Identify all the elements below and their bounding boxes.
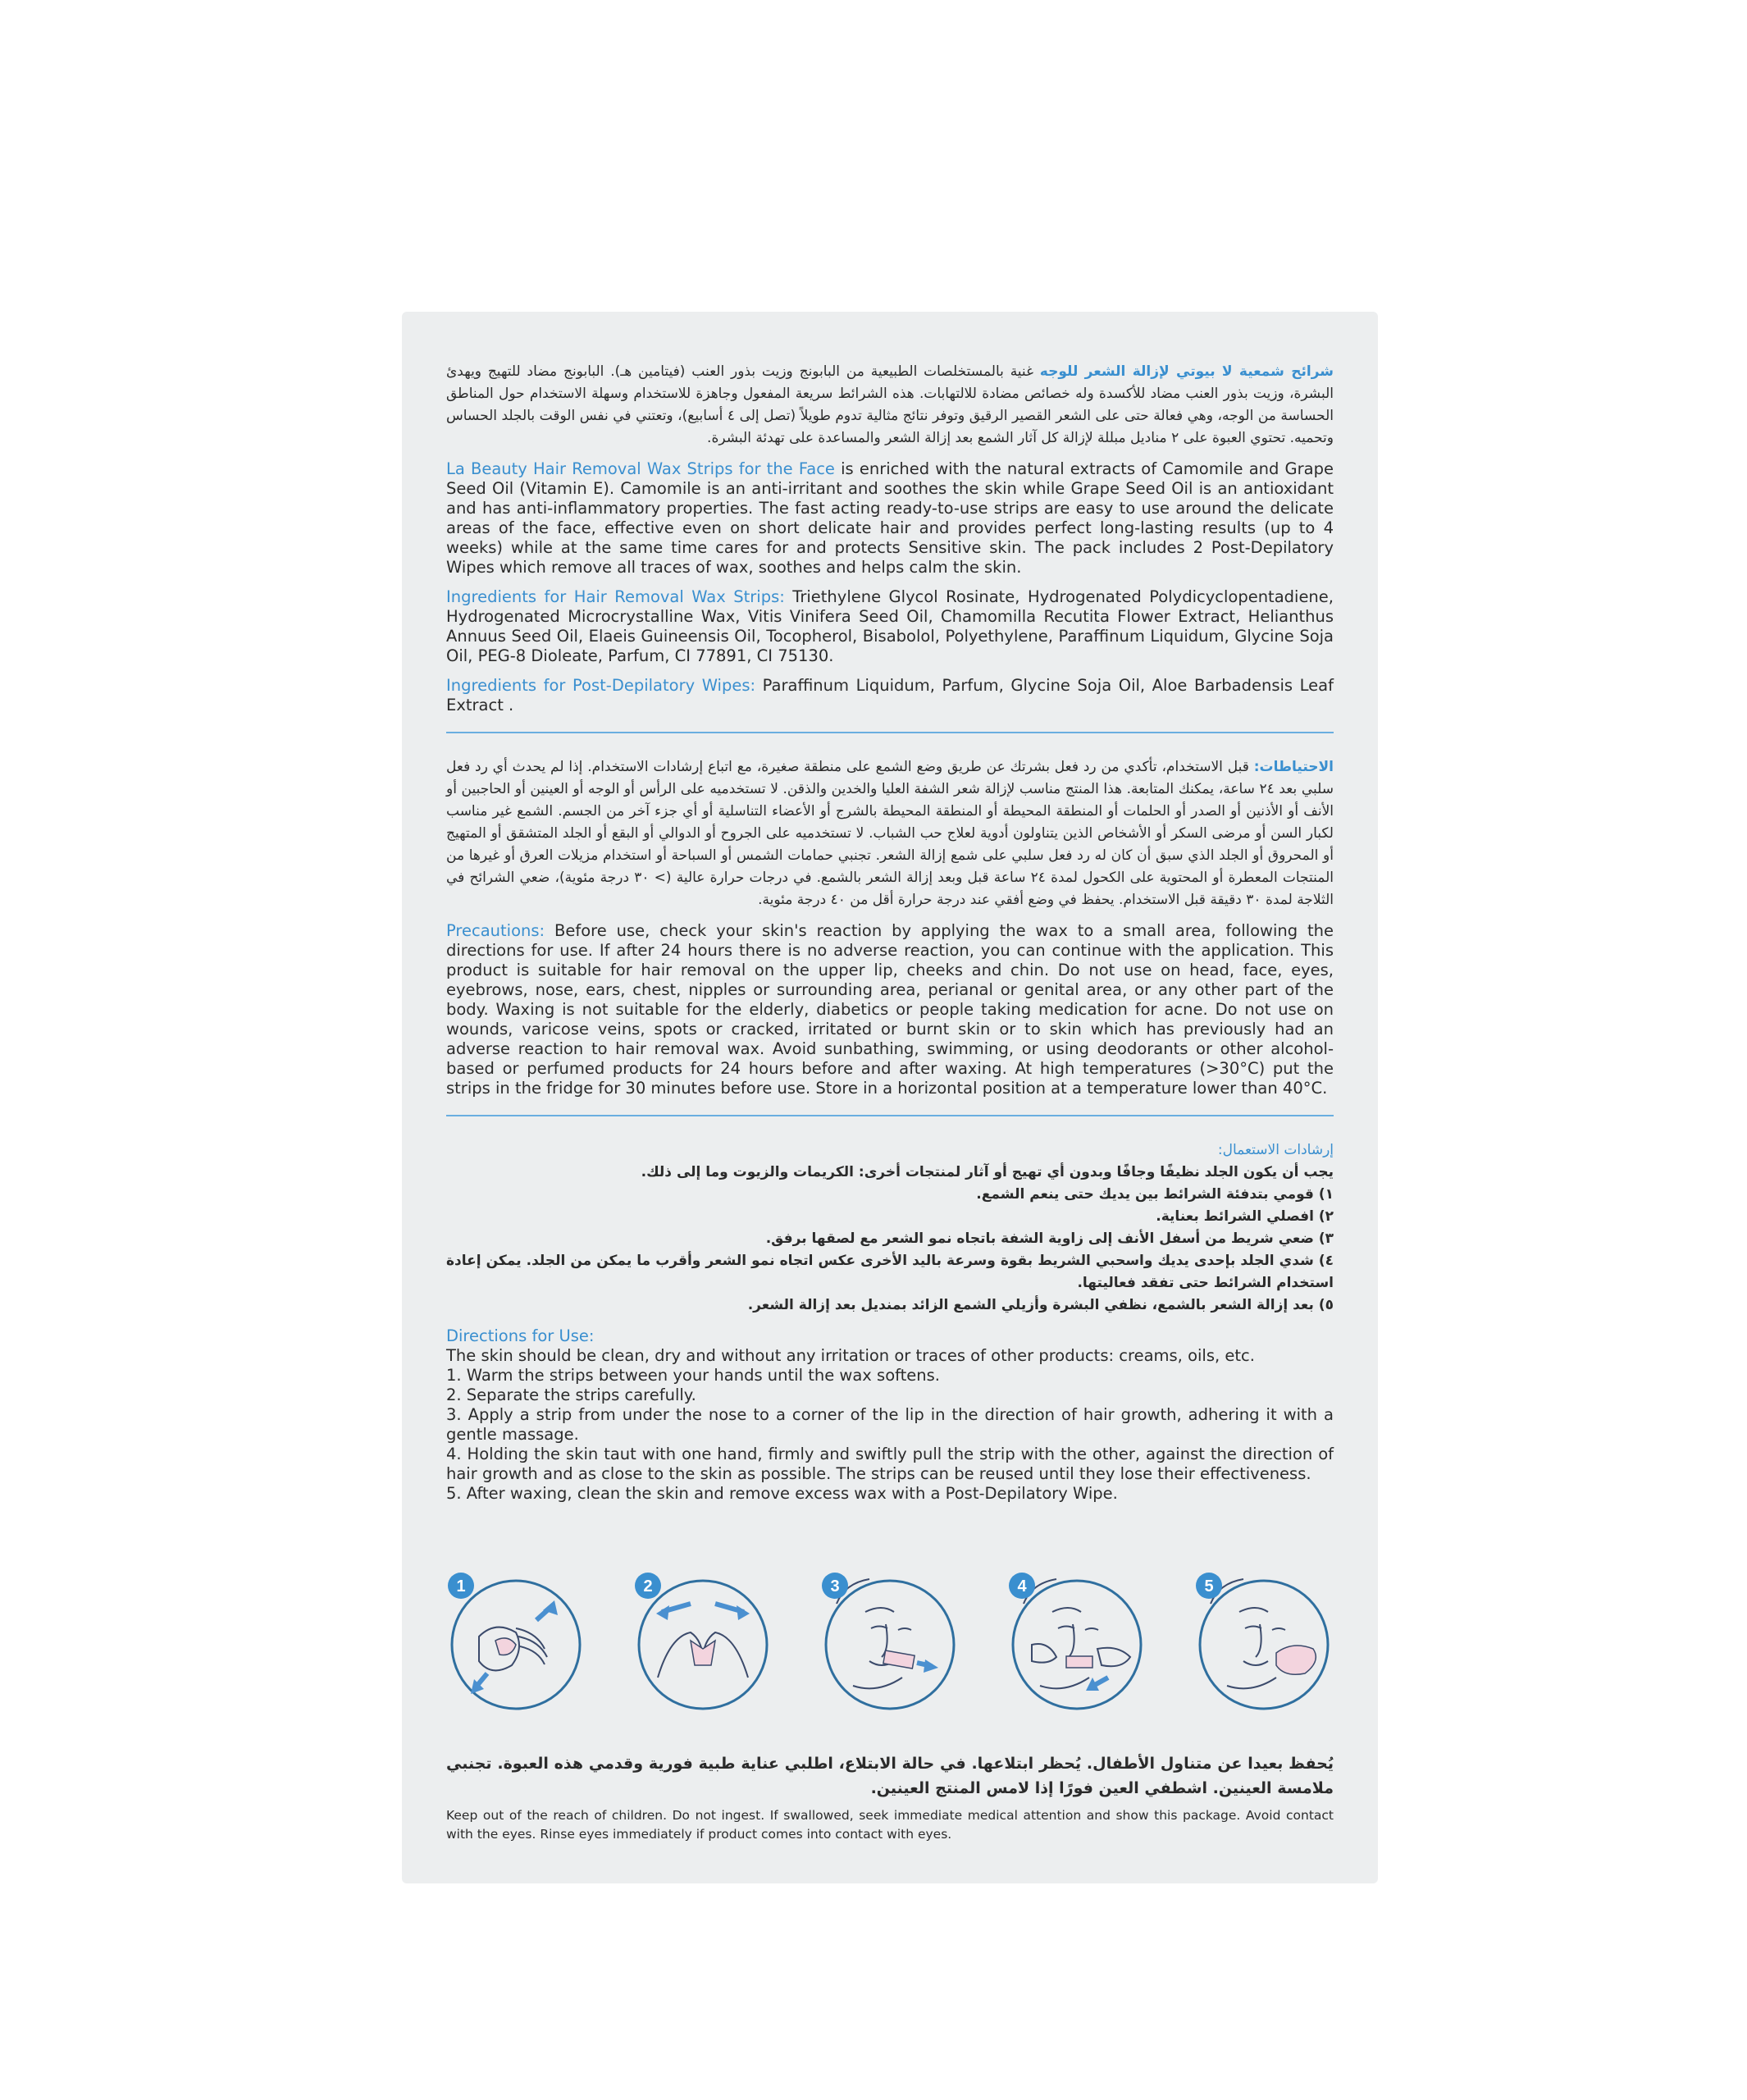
step-number: 4 <box>1017 1577 1027 1596</box>
step-5-clean-skin-illustration <box>1194 1571 1334 1710</box>
divider <box>446 1115 1334 1116</box>
step-number: 3 <box>830 1577 840 1596</box>
step-number: 1 <box>456 1577 466 1596</box>
arabic-directions <box>446 1139 1334 1317</box>
arabic-intro-body: غنية بالمستخلصات الطبيعية من البابونج وزيت بذور العنب (فيتامين هـ). البابونج مضاد للتهيج ويهدئ البشرة، وزيت بذور العنب مضاد للأكسدة وله خصائص مضادة للالتهابات. هذه الشرائط سريعة المفعول وجاهزة للاستخدام وسهلة الاستخدام حول المناطق الحساسة من الوجه، وهي فعالة حتى على الشعر القصير الرقيق وتوفر نتائج مثالية تدوم طويلاً (تصل إلى ٤ أسابيع)، وتعتني في نفس الوقت بالجلد الحساس وتحميه. تحتوي العبوة على ٢ مناديل مبللة لإزالة كل آثار الشمع بعد إزالة الشعر والمساعدة على تهدئة البشرة. <box>446 363 1334 446</box>
arabic-directions-line: ١) قومي بتدفئة الشرائط بين يديك حتى ينعم الشمع. <box>976 1186 1334 1203</box>
package-back-panel <box>402 312 1378 1883</box>
warning-arabic: يُحفظ بعيدا عن متناول الأطفال. يُحظر ابتلاعها. في حالة الابتلاع، اطلبي عناية طبية فورية وقدمي هذه العبوة. تجنبي ملامسة العينين. اشطفي العين فورًا إذا لامس المنتج العينين. <box>446 1755 1334 1797</box>
warning-english: Keep out of the reach of children. Do not ingest. If swallowed, seek immediate medical attention and show this package. Avoid contact with the eyes. Rinse eyes immediately if product comes into contact with eyes. <box>446 1808 1334 1842</box>
ingredients-wipes <box>446 676 1334 715</box>
arabic-directions-line: ٤) شدي الجلد بإحدى يديك واسحبي الشريط بقوة وسرعة باليد الأخرى عكس اتجاه نمو الشعر وأقرب ما يمكن من الجلد. يمكن إعادة استخدام الشرائط حتى تفقد فعاليتها. <box>446 1253 1334 1291</box>
step-1-warm-strips-illustration <box>446 1571 586 1710</box>
step-number: 2 <box>643 1577 653 1596</box>
step-3-apply-strip-illustration <box>820 1571 960 1710</box>
english-directions-line: The skin should be clean, dry and without any irritation or traces of other products: creams, oils, etc. <box>446 1346 1255 1365</box>
english-directions <box>446 1326 1334 1504</box>
arabic-directions-line: ٢) افصلي الشرائط بعناية. <box>1156 1208 1334 1225</box>
arabic-directions-line: يجب أن يكون الجلد نظيفًا وجافًا وبدون أي تهيج أو آثار لمنتجات أخرى: الكريمات والزيوت وما إلى ذلك. <box>641 1164 1334 1180</box>
arabic-intro-title: شرائح شمعية لا بيوتي لإزالة الشعر للوجه <box>1039 363 1334 380</box>
english-precautions <box>446 921 1334 1098</box>
english-directions-line: 4. Holding the skin taut with one hand, firmly and swiftly pull the strip with the other, against the direction of hair growth and as close to the skin as possible. The strips can be reused until they lose their effectiveness. <box>446 1445 1334 1483</box>
step-number: 5 <box>1204 1577 1214 1596</box>
english-directions-title: Directions for Use: <box>446 1326 595 1345</box>
arabic-intro <box>446 361 1334 450</box>
english-precautions-body: Before use, check your skin's reaction by applying the wax to a small area, following the directions for use. If after 24 hours there is no adverse reaction, you can continue with the application. This product is suitable for hair removal on the upper lip, cheeks and chin. Do not use on head, face, eyes, eyebrows, nose, ears, chest, nipples or surrounding area, perianal or genital area, or any other part of the body. Waxing is not suitable for the elderly, diabetics or people taking medication for acne. Do not use on wounds, varicose veins, spots or cracked, irritated or burnt skin or to skin which has previously had an adverse reaction to hair removal wax. Avoid sunbathing, swimming, or using deodorants or other alcohol-based or perfumed products for 24 hours before and after waxing. At high temperatures (>30°C) put the strips in the fridge for 30 minutes before use. Store in a horizontal position at a temperature lower than 40°C. <box>446 921 1334 1098</box>
ingredients-strips-text: Triethylene Glycol Rosinate, Hydrogenated Polydicyclopentadiene, Hydrogenated Microcrystalline Wax, Vitis Vinifera Seed Oil, Chamomilla Recutita Flower Extract, Helianthus Annuus Seed Oil, Elaeis Guineensis Oil, Tocopherol, Bisabolol, Polyethylene, Paraffinum Liquidum, Glycine Soja Oil, PEG-8 Dioleate, Parfum, CI 77891, CI 75130. <box>446 587 1334 665</box>
english-directions-line: 2. Separate the strips carefully. <box>446 1386 696 1404</box>
ingredients-strips-label: Ingredients for Hair Removal Wax Strips: <box>446 587 785 606</box>
divider <box>446 732 1334 733</box>
arabic-directions-line: ٥) بعد إزالة الشعر بالشمع، نظفي البشرة وأزيلي الشمع الزائد بمنديل بعد إزالة الشعر. <box>747 1297 1334 1313</box>
arabic-precautions-title: الاحتياطات: <box>1253 759 1334 775</box>
english-intro <box>446 459 1334 578</box>
english-intro-title: La Beauty Hair Removal Wax Strips for the Face <box>446 459 835 478</box>
english-directions-line: 1. Warm the strips between your hands until the wax softens. <box>446 1366 941 1385</box>
text-content <box>446 361 1334 1504</box>
ingredients-strips <box>446 587 1334 666</box>
arabic-directions-title: إرشادات الاستعمال: <box>1217 1142 1334 1158</box>
step-4-pull-strip-illustration <box>1007 1571 1147 1710</box>
arabic-precautions-body: قبل الاستخدام، تأكدي من رد فعل بشرتك عن طريق وضع الشمع على منطقة صغيرة، مع اتباع إرشادات الاستخدام. إذا لم يحدث أي رد فعل سلبي بعد ٢٤ ساعة، يمكنك المتابعة. هذا المنتج مناسب لإزالة شعر الشفة العليا والخدين والذقن. لا تستخدميه على الرأس أو الوجه أو العينين أو الحاجبين أو الأنف أو الأذنين أو الصدر أو الحلمات أو المنطقة المحيطة أو المنطقة المحيطة بالشرج أو الأعضاء التناسلية أو أي جزء آخر من الجسم. الشمع غير مناسب لكبار السن أو مرضى السكر أو الأشخاص الذين يتناولون أدوية لعلاج حب الشباب. لا تستخدميه على الجروح أو الدوالي أو البقع أو الجلد المتشقق أو المتهيج أو المحروق أو الجلد الذي سبق أن كان له رد فعل سلبي على شمع إزالة الشعر. تجنبي حمامات الشمس أو السباحة أو استخدام مزيلات العرق أو غيرها من المنتجات المعطرة أو المحتوية على الكحول لمدة ٢٤ ساعة قبل وبعد إزالة الشعر بالشمع. في درجات حرارة عالية (> ٣٠ درجة مئوية)، ضعي الشرائح في الثلاجة لمدة ٣٠ دقيقة قبل الاستخدام. يحفظ في وضع أفقي عند درجة حرارة أقل من ٤٠ درجة مئوية. <box>446 759 1334 908</box>
arabic-directions-line: ٣) ضعي شريط من أسفل الأنف إلى زاوية الشفة باتجاه نمو الشعر مع لصقها برفق. <box>765 1230 1334 1247</box>
english-precautions-title: Precautions: <box>446 921 545 940</box>
english-directions-line: 3. Apply a strip from under the nose to a corner of the lip in the direction of hair growth, adhering it with a gentle massage. <box>446 1405 1334 1444</box>
ingredients-wipes-label: Ingredients for Post-Depilatory Wipes: <box>446 676 756 695</box>
ingredients-wipes-text: Paraffinum Liquidum, Parfum, Glycine Soja Oil, Aloe Barbadensis Leaf Extract . <box>446 676 1334 714</box>
steps-illustrations <box>446 1571 1334 1727</box>
english-intro-body: is enriched with the natural extracts of Camomile and Grape Seed Oil (Vitamin E). Camomile is an anti-irritant and soothes the skin while Grape Seed Oil is an antioxidant and has anti-inflammatory properties. The fast acting ready-to-use strips are easy to use around the delicate areas of the face, effective even on short delicate hair and provides perfect long-lasting results (up to 4 weeks) while at the same time cares for and protects Sensitive skin. The pack includes 2 Post-Depilatory Wipes which remove all traces of wax, soothes and helps calm the skin. <box>446 459 1334 577</box>
english-directions-line: 5. After waxing, clean the skin and remove excess wax with a Post-Depilatory Wipe. <box>446 1484 1118 1503</box>
step-2-separate-strips-illustration <box>633 1571 773 1710</box>
arabic-precautions <box>446 756 1334 911</box>
